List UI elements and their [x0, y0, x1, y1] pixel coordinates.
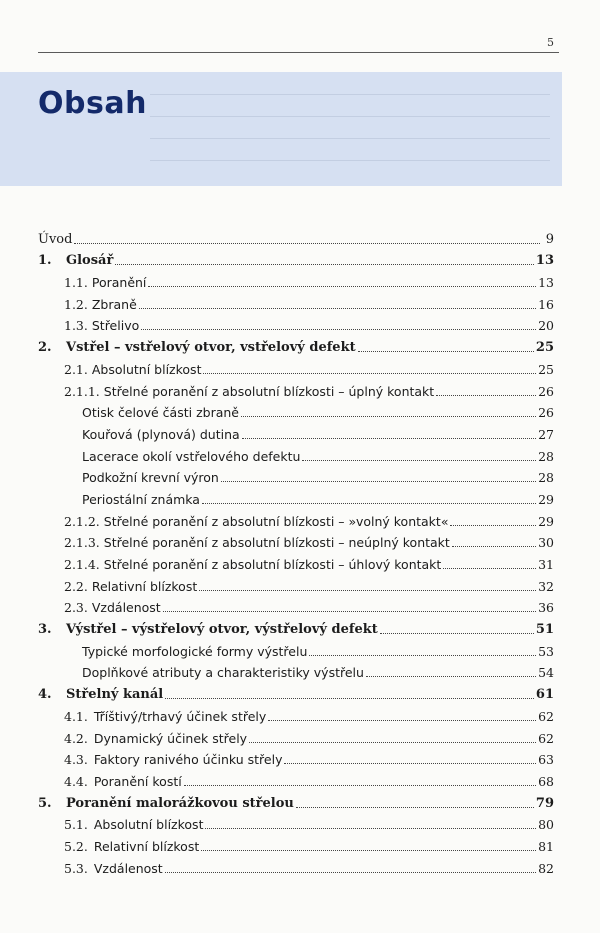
toc-entry[interactable] [38, 616, 554, 638]
toc-entry-number: 2.1.1. [64, 383, 100, 399]
toc-entry-number: 2.1. [64, 361, 88, 377]
toc-entry-page: 16 [538, 296, 554, 312]
toc-dot-leader [74, 243, 540, 244]
toc-entry-number: 5.1. [64, 817, 88, 833]
toc-entry-page: 29 [538, 513, 554, 529]
toc-entry[interactable] [38, 421, 554, 443]
toc-entry[interactable] [38, 248, 554, 270]
toc-entry[interactable] [38, 378, 554, 400]
toc-dot-leader [165, 872, 536, 873]
toc-entry-number: 2.1.2. [64, 513, 100, 529]
toc-entry-label: Kouřová (plynová) dutina [82, 426, 240, 442]
toc-entry[interactable] [38, 573, 554, 595]
toc-entry-label: Vzdálenost [93, 860, 163, 876]
toc-entry[interactable] [38, 400, 554, 422]
toc-entry-page: 31 [538, 557, 554, 572]
toc-entry-label: Doplňkové atributy a charakteristiky výstřelu [82, 665, 364, 681]
toc-dot-leader [139, 308, 536, 309]
toc-entry-page: 13 [535, 253, 554, 269]
toc-entry[interactable] [38, 812, 554, 834]
toc-dot-leader [249, 742, 536, 743]
toc-entry-number: 4.1. [64, 708, 88, 724]
table-of-contents [38, 226, 554, 877]
toc-entry-page: 81 [538, 838, 554, 854]
toc-dot-leader [268, 720, 536, 721]
toc-entry-label: Střelné poranění z absolutní blízkosti – »volný kontakt« [103, 513, 449, 529]
toc-entry-number: 1. [38, 253, 52, 269]
toc-entry[interactable] [38, 486, 554, 508]
toc-entry-page: 51 [535, 622, 554, 638]
toc-dot-leader [241, 416, 536, 417]
toc-entry-page: 53 [538, 643, 554, 659]
toc-entry[interactable] [38, 833, 554, 855]
toc-dot-leader [203, 373, 536, 374]
toc-entry-page: 54 [538, 665, 554, 681]
toc-entry[interactable] [38, 595, 554, 617]
toc-entry-page: 36 [538, 600, 554, 616]
toc-entry-page: 13 [538, 275, 554, 291]
toc-dot-leader [201, 850, 536, 851]
toc-entry-page: 30 [538, 535, 554, 551]
toc-entry-number: 4. [38, 687, 52, 703]
toc-dot-leader [242, 438, 536, 439]
toc-entry-number: 1.1. [64, 275, 88, 291]
toc-dot-leader [296, 807, 534, 808]
toc-entry-number: 2.1.4. [64, 557, 100, 572]
toc-entry[interactable] [38, 747, 554, 769]
toc-entry-page: 32 [538, 578, 554, 594]
toc-entry-number: 2. [38, 340, 52, 356]
toc-entry-page: 25 [538, 361, 554, 377]
toc-entry[interactable] [38, 855, 554, 877]
toc-entry-label: Absolutní blízkost [91, 361, 202, 377]
page-title: Obsah [38, 86, 147, 121]
toc-dot-leader [199, 590, 536, 591]
toc-dot-leader [163, 611, 536, 612]
toc-entry-page: 80 [538, 817, 554, 833]
toc-entry-number: 4.4. [64, 773, 88, 789]
toc-entry-label: Poranění malorážkovou střelou [66, 795, 294, 811]
toc-dot-leader [284, 763, 536, 764]
bleed-through-text [150, 80, 550, 180]
toc-entry-label: Výstřel – výstřelový otvor, výstřelový defekt [66, 622, 378, 638]
toc-entry[interactable] [38, 291, 554, 313]
toc-entry-label: Relativní blízkost [93, 838, 200, 854]
toc-entry-label: Úvod [38, 231, 73, 247]
toc-entry-label: Vstřel – vstřelový otvor, vstřelový defekt [66, 340, 356, 356]
toc-entry-page: 27 [538, 426, 554, 442]
toc-entry-number: 2.1.3. [64, 535, 100, 551]
toc-dot-leader [184, 785, 536, 786]
toc-entry[interactable] [38, 313, 554, 335]
toc-entry-label: Zbraně [91, 296, 137, 312]
toc-entry-label: Tříštivý/trhavý účinek střely [93, 708, 267, 724]
toc-entry-label: Relativní blízkost [91, 578, 198, 594]
toc-entry-page: 25 [535, 340, 554, 356]
toc-dot-leader [436, 395, 536, 396]
toc-dot-leader [148, 286, 536, 287]
toc-dot-leader [443, 568, 536, 569]
toc-entry[interactable] [38, 465, 554, 487]
toc-entry-label: Poranění kostí [93, 773, 182, 789]
toc-entry-page: 28 [538, 470, 554, 486]
toc-entry-number: 5.2. [64, 838, 88, 854]
toc-entry-label: Lacerace okolí vstřelového defektu [82, 448, 301, 464]
toc-entry-number: 4.3. [64, 752, 88, 768]
toc-entry-label: Absolutní blízkost [93, 817, 204, 833]
toc-entry[interactable] [38, 334, 554, 356]
toc-entry-page: 26 [538, 405, 554, 421]
toc-entry-label: Periostální známka [82, 491, 200, 507]
toc-entry[interactable] [38, 725, 554, 747]
toc-entry[interactable] [38, 551, 554, 573]
toc-entry[interactable] [38, 443, 554, 465]
toc-dot-leader [358, 351, 534, 352]
toc-entry-page: 62 [538, 708, 554, 724]
toc-dot-leader [165, 698, 534, 699]
toc-entry-page: 79 [535, 795, 554, 811]
toc-entry-page: 68 [538, 773, 554, 789]
toc-entry-page: 61 [535, 687, 554, 703]
toc-entry-label: Typické morfologické formy výstřelu [82, 643, 308, 659]
toc-dot-leader [450, 525, 536, 526]
toc-dot-leader [221, 481, 536, 482]
header-rule [38, 52, 559, 53]
toc-entry-label: Střelivo [91, 318, 140, 334]
page-number: 5 [547, 36, 554, 49]
toc-dot-leader [202, 503, 536, 504]
toc-entry-label: Poranění [91, 275, 147, 291]
toc-entry-label: Vzdálenost [91, 600, 161, 616]
toc-entry[interactable] [38, 768, 554, 790]
toc-entry[interactable] [38, 226, 554, 248]
toc-entry-number: 5.3. [64, 860, 88, 876]
toc-entry-page: 20 [538, 318, 554, 334]
toc-entry-label: Střelné poranění z absolutní blízkosti – neúplný kontakt [103, 535, 450, 551]
toc-dot-leader [302, 460, 536, 461]
toc-entry-number: 3. [38, 622, 52, 638]
toc-entry-label: Střelný kanál [66, 687, 164, 703]
toc-entry-label: Dynamický účinek střely [93, 730, 248, 746]
toc-entry-page: 62 [538, 730, 554, 746]
toc-entry-page: 28 [538, 448, 554, 464]
toc-entry[interactable] [38, 790, 554, 812]
toc-dot-leader [452, 546, 536, 547]
toc-entry-label: Střelné poranění z absolutní blízkosti – úplný kontakt [103, 383, 435, 399]
toc-dot-leader [366, 676, 536, 677]
toc-entry-page: 82 [538, 860, 554, 876]
toc-entry-label: Glosář [66, 253, 114, 269]
toc-entry[interactable] [38, 638, 554, 660]
toc-entry-label: Otisk čelové části zbraně [82, 405, 239, 421]
toc-dot-leader [141, 329, 536, 330]
toc-entry-number: 1.2. [64, 296, 88, 312]
toc-entry-number: 4.2. [64, 730, 88, 746]
toc-entry-page: 29 [538, 491, 554, 507]
toc-entry-page: 63 [538, 752, 554, 768]
toc-entry[interactable] [38, 660, 554, 682]
toc-entry-number: 1.3. [64, 318, 88, 334]
toc-entry-label: Faktory ranivého účinku střely [93, 752, 283, 768]
toc-entry[interactable] [38, 356, 554, 378]
toc-dot-leader [309, 655, 536, 656]
toc-entry-page: 26 [538, 383, 554, 399]
toc-entry[interactable] [38, 681, 554, 703]
toc-entry[interactable] [38, 269, 554, 291]
toc-entry[interactable] [38, 703, 554, 725]
toc-entry[interactable] [38, 508, 554, 530]
toc-dot-leader [115, 264, 534, 265]
toc-dot-leader [380, 633, 534, 634]
toc-entry-label: Podkožní krevní výron [82, 470, 219, 486]
toc-dot-leader [205, 828, 536, 829]
toc-entry-number: 5. [38, 795, 52, 811]
toc-entry-page: 9 [545, 231, 554, 247]
toc-entry-label: Střelné poranění z absolutní blízkosti – úhlový kontakt [103, 557, 442, 572]
toc-entry-number: 2.3. [64, 600, 88, 616]
toc-entry-number: 2.2. [64, 578, 88, 594]
toc-entry[interactable] [38, 530, 554, 552]
